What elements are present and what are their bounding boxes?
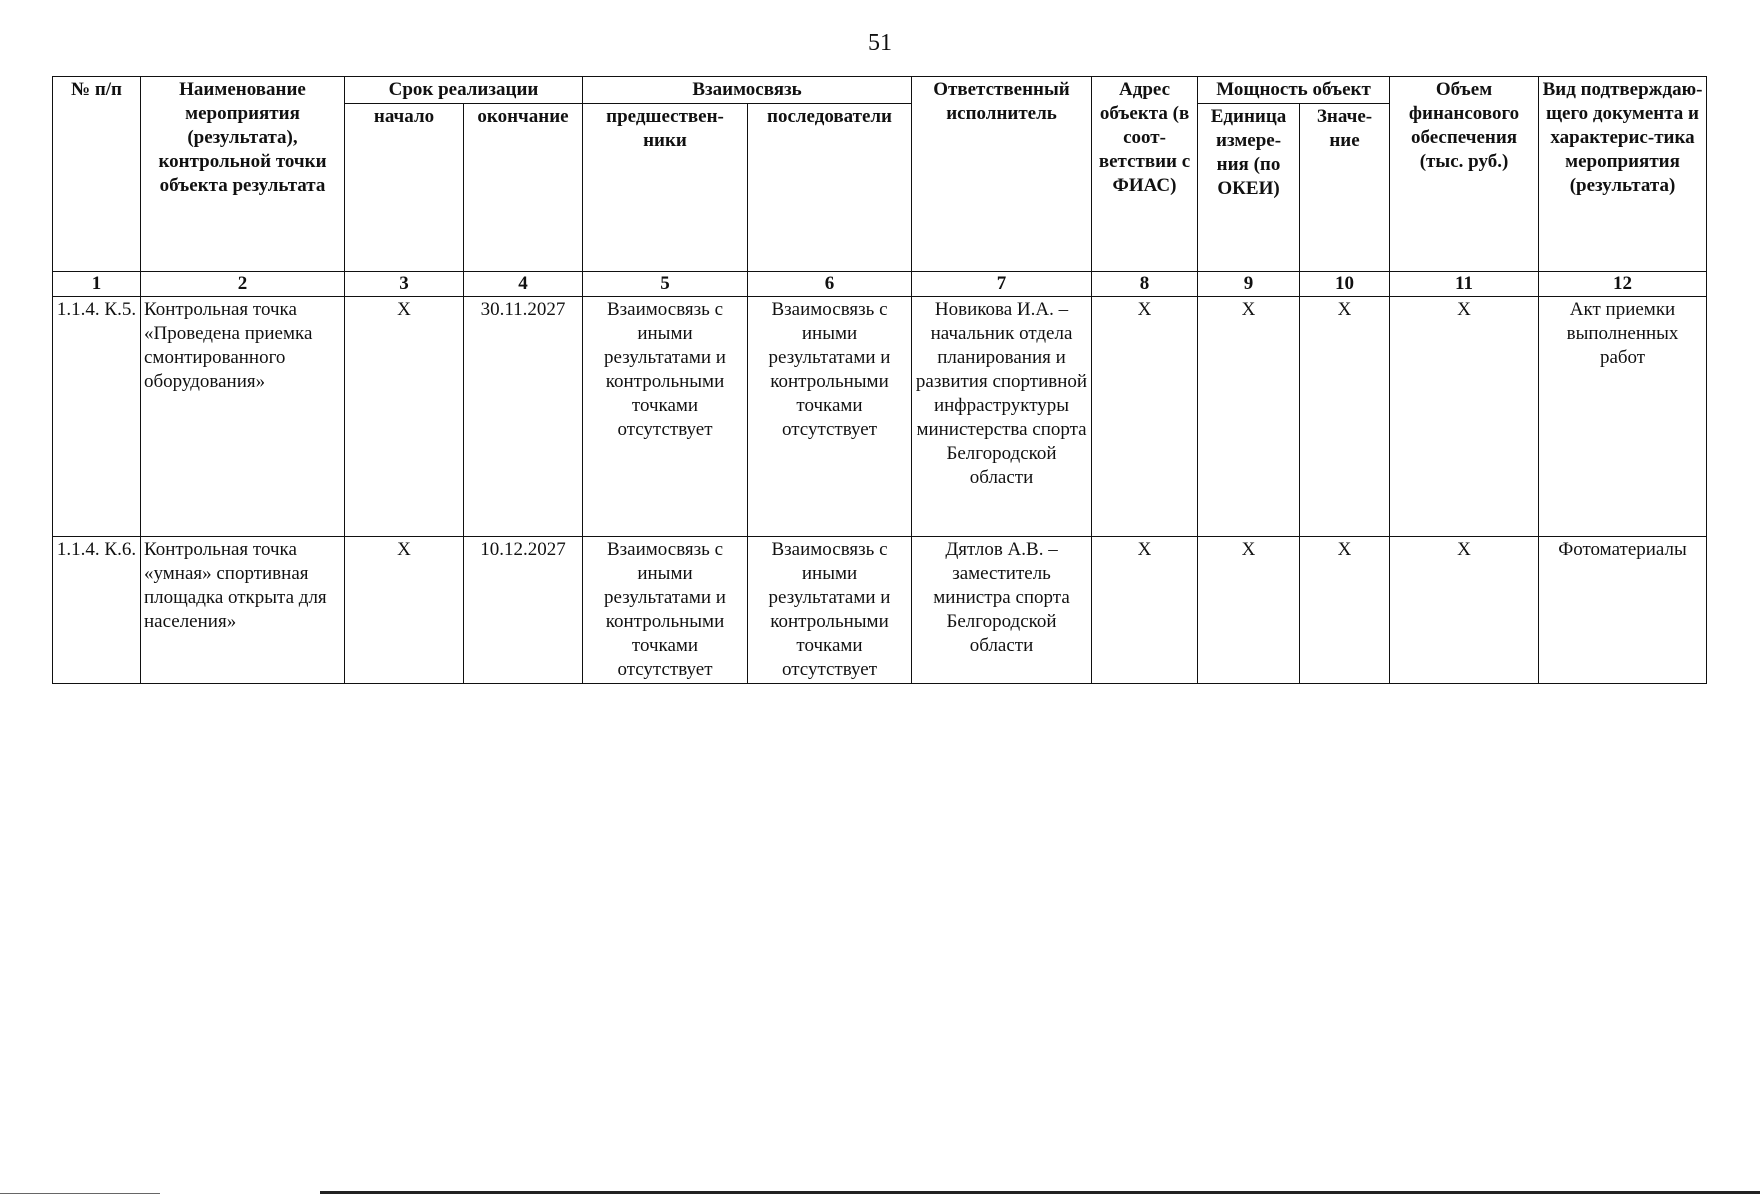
row-successors: Взаимосвязь с иными результатами и контрольными точками отсутствует	[748, 297, 912, 537]
row-name: Контрольная точка «умная» спортивная площадка открыта для населения»	[141, 537, 345, 684]
row-value: X	[1300, 297, 1390, 537]
column-number: 1	[53, 272, 141, 297]
table-header	[53, 77, 1707, 297]
row-successors: Взаимосвязь с иными результатами и контрольными точками отсутствует	[748, 537, 912, 684]
row-doc: Фотоматериалы	[1539, 537, 1707, 684]
row-value: X	[1300, 537, 1390, 684]
bottom-rule	[320, 1191, 1760, 1194]
plan-table	[52, 76, 1707, 684]
header-doc: Вид подтверждаю-щего документа и характерис-тика мероприятия (результата)	[1539, 77, 1707, 272]
row-predecessors: Взаимосвязь с иными результатами и контрольными точками отсутствует	[583, 537, 748, 684]
column-number: 9	[1198, 272, 1300, 297]
column-number: 3	[345, 272, 464, 297]
column-number: 5	[583, 272, 748, 297]
table-row	[53, 537, 1707, 684]
header-term: Срок реализации	[345, 77, 583, 104]
column-number: 6	[748, 272, 912, 297]
header-responsible: Ответственный исполнитель	[912, 77, 1092, 272]
bottom-rule-left	[0, 1193, 160, 1194]
header-value: Значе-ние	[1300, 104, 1390, 272]
row-doc: Акт приемки выполненных работ	[1539, 297, 1707, 537]
column-number: 4	[464, 272, 583, 297]
column-number-row	[53, 272, 1707, 297]
row-address: X	[1092, 537, 1198, 684]
header-name: Наименование мероприятия (результата), контрольной точки объекта результата	[141, 77, 345, 272]
row-num: 1.1.4. К.6.	[53, 537, 141, 684]
row-unit: X	[1198, 297, 1300, 537]
header-capacity: Мощность объект	[1198, 77, 1390, 104]
table-row	[53, 297, 1707, 537]
header-predecessors: предшествен-ники	[583, 104, 748, 272]
row-responsible: Новикова И.А. – начальник отдела планирования и развития спортивной инфраструктуры министерства спорта Белгородской области	[912, 297, 1092, 537]
row-end: 30.11.2027	[464, 297, 583, 537]
row-finance: X	[1390, 297, 1539, 537]
header-unit: Единица измере-ния (по ОКЕИ)	[1198, 104, 1300, 272]
page-number: 51	[868, 30, 892, 56]
header-end: окончание	[464, 104, 583, 272]
row-end: 10.12.2027	[464, 537, 583, 684]
row-start: X	[345, 297, 464, 537]
header-finance: Объем финансового обеспечения (тыс. руб.)	[1390, 77, 1539, 272]
row-predecessors: Взаимосвязь с иными результатами и контрольными точками отсутствует	[583, 297, 748, 537]
column-number: 12	[1539, 272, 1707, 297]
row-responsible: Дятлов А.В. – заместитель министра спорта Белгородской области	[912, 537, 1092, 684]
column-number: 8	[1092, 272, 1198, 297]
header-address: Адрес объекта (в соот-ветствии с ФИАС)	[1092, 77, 1198, 272]
column-number: 7	[912, 272, 1092, 297]
column-number: 10	[1300, 272, 1390, 297]
row-finance: X	[1390, 537, 1539, 684]
column-number: 2	[141, 272, 345, 297]
row-name: Контрольная точка «Проведена приемка смонтированного оборудования»	[141, 297, 345, 537]
header-successors: последователи	[748, 104, 912, 272]
header-start: начало	[345, 104, 464, 272]
column-number: 11	[1390, 272, 1539, 297]
row-start: X	[345, 537, 464, 684]
header-relation: Взаимосвязь	[583, 77, 912, 104]
header-num: № п/п	[53, 77, 141, 272]
row-num: 1.1.4. К.5.	[53, 297, 141, 537]
row-unit: X	[1198, 537, 1300, 684]
row-address: X	[1092, 297, 1198, 537]
